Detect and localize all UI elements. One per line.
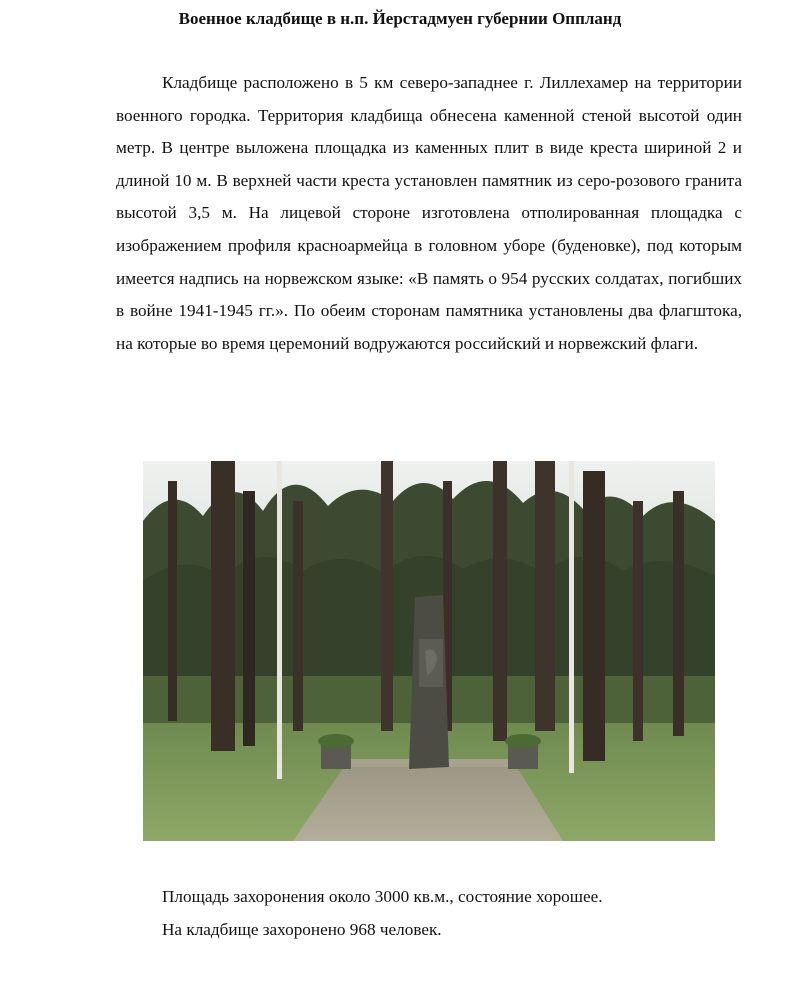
description-paragraph: Кладбище расположено в 5 км северо-западнее г. Лиллехамер на территории военного городка. Территория кладбища обнесена каменной стеной высотой один метр. В центре выложена площадка из каменных плит в виде креста шириной 2 и длиной 10 м. В верхней части креста установлен памятник из серо-розового гранита высотой 3,5 м. На лицевой стороне изготовлена отполированная площадка с изображением профиля красноармейца в головном уборе (буденовке), под которым имеется надпись на норвежском языке: «В память о 954 русских солдатах, погибших в войне 1941-1945 гг.». По обеим сторонам памятника установлены два флагштока, на которые во время церемоний водружаются российский и норвежский флаги.: [116, 73, 742, 353]
document-title: Военное кладбище в н.п. Йерстадмуен губернии Оппланд: [178, 9, 622, 28]
burial-area-text: Площадь захоронения около 3000 кв.м., состояние хорошее.: [162, 887, 603, 906]
buried-count-text: На кладбище захоронено 968 человек.: [162, 920, 442, 939]
memorial-photo: [143, 461, 715, 841]
